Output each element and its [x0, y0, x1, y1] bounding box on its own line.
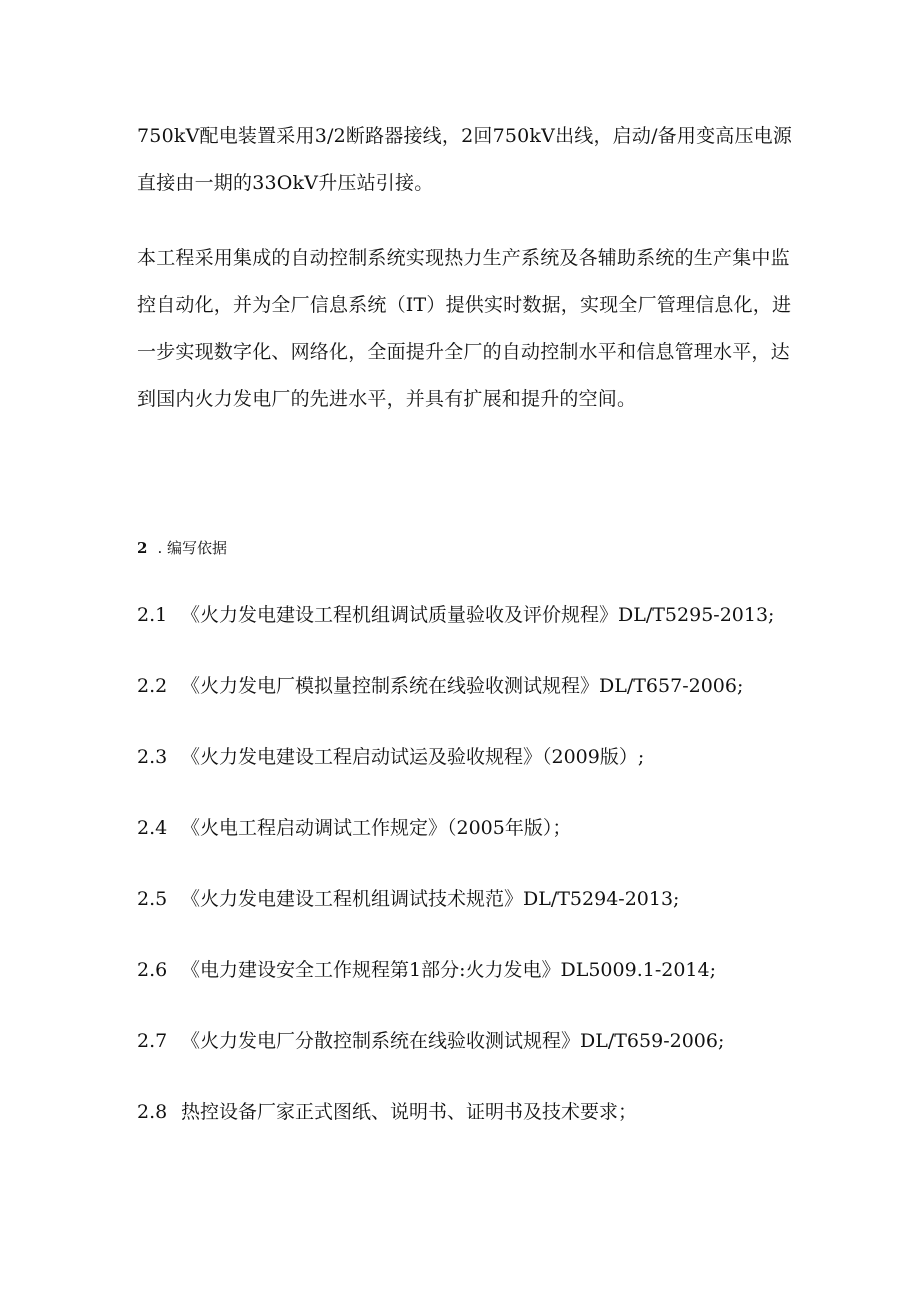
reference-text: 《火电工程启动调试工作规定》（2005年版）；	[181, 817, 572, 839]
reference-text: 热控设备厂家正式图纸、说明书、证明书及技术要求；	[181, 1101, 638, 1123]
reference-text: 《火力发电厂模拟量控制系统在线验收测试规程》DL/T657-2006;	[181, 675, 744, 697]
reference-text: 《电力建设安全工作规程第1部分:火力发电》DL5009.1-2014;	[181, 959, 716, 981]
reference-number: 2.4	[137, 817, 168, 839]
list-item	[137, 879, 857, 950]
paragraph-electrical-config: 750kV配电装置采用3/2断路器接线，2回750kV出线，启动/备用变高压电源直接由一期的33OkV升压站引接。	[137, 125, 793, 194]
section-number: 2	[137, 539, 148, 557]
reference-text: 《火力发电建设工程机组调试质量验收及评价规程》DL/T5295-2013;	[181, 604, 775, 626]
reference-text: 《火力发电建设工程机组调试技术规范》DL/T5294-2013;	[181, 888, 680, 910]
section-title: . 编写依据	[157, 539, 227, 557]
list-item	[137, 666, 857, 737]
reference-number: 2.7	[137, 1030, 168, 1052]
list-item	[137, 808, 857, 879]
section-heading	[137, 534, 227, 562]
reference-number: 2.5	[137, 888, 168, 910]
list-item	[137, 737, 857, 808]
list-item	[137, 950, 857, 1021]
reference-text: 《火力发电建设工程启动试运及验收规程》（2009版）;	[181, 746, 645, 768]
reference-list	[137, 595, 857, 1163]
reference-number: 2.1	[137, 604, 168, 626]
list-item	[137, 1092, 857, 1163]
list-item	[137, 595, 857, 666]
reference-number: 2.2	[137, 675, 168, 697]
list-item	[137, 1021, 857, 1092]
paragraph-control-system: 本工程采用集成的自动控制系统实现热力生产系统及各辅助系统的生产集中监控自动化，并为全厂信息系统（IT）提供实时数据，实现全厂管理信息化，进一步实现数字化、网络化，全面提升全厂的自动控制水平和信息管理水平，达到国内火力发电厂的先进水平，并具有扩展和提升的空间。	[137, 247, 792, 410]
reference-text: 《火力发电厂分散控制系统在线验收测试规程》DL/T659-2006;	[181, 1030, 725, 1052]
reference-number: 2.8	[137, 1101, 168, 1123]
reference-number: 2.3	[137, 746, 168, 768]
reference-number: 2.6	[137, 959, 168, 981]
